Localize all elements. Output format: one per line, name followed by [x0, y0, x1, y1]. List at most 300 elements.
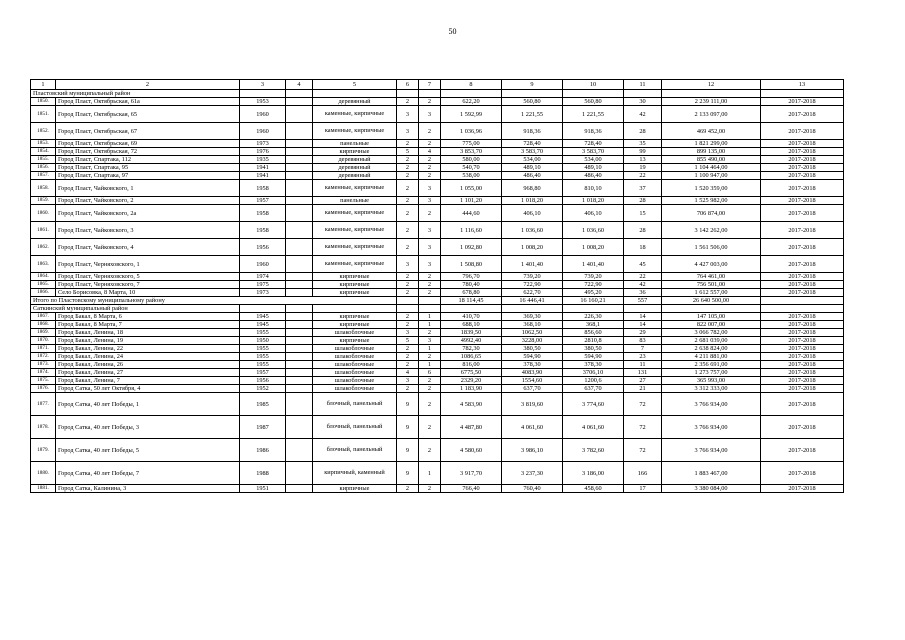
total-area: 622,20: [441, 98, 502, 106]
living-area-2: 3 774,60: [563, 393, 624, 416]
entrances: 2: [419, 98, 441, 106]
total-area: 540,70: [441, 164, 502, 172]
cost: 1 520 359,00: [662, 180, 761, 197]
row-number: 1863.: [31, 256, 56, 273]
floors: 3: [397, 256, 419, 273]
floors: 2: [397, 385, 419, 393]
year-built: 1955: [240, 361, 286, 369]
wall-material: деревянный: [313, 156, 397, 164]
total-area: 782,30: [441, 345, 502, 353]
section-title-row: [31, 305, 844, 313]
table-row: [31, 180, 844, 197]
col-4: [286, 393, 313, 416]
cost: 1 100 947,00: [662, 172, 761, 180]
wall-material: каменные, кирпичные: [313, 123, 397, 140]
wall-material: кирпичные: [313, 313, 397, 321]
entrances: 2: [419, 123, 441, 140]
address: Город Бакал, 8 Марта, 7: [56, 321, 240, 329]
living-area: 728,40: [502, 140, 563, 148]
cost: 3 312 333,00: [662, 385, 761, 393]
year-built: 1945: [240, 313, 286, 321]
col-4: [286, 148, 313, 156]
address: Город Пласт, Спартака, 112: [56, 156, 240, 164]
living-area-2: 406,10: [563, 205, 624, 222]
residents: 15: [624, 205, 662, 222]
entrances: 2: [419, 353, 441, 361]
row-number: 1855.: [31, 156, 56, 164]
address: Город Пласт, Чайковского, 3: [56, 222, 240, 239]
row-number: 1854.: [31, 148, 56, 156]
year-built: 1960: [240, 256, 286, 273]
entrances: 3: [419, 256, 441, 273]
entrances: 3: [419, 337, 441, 345]
living-area-2: 226,30: [563, 313, 624, 321]
living-area: 1 221,55: [502, 106, 563, 123]
empty-cell: [563, 90, 624, 98]
entrances: 2: [419, 416, 441, 439]
period: 2017-2018: [761, 377, 844, 385]
cost: 3 142 262,00: [662, 222, 761, 239]
floors: 2: [397, 164, 419, 172]
year-built: 1957: [240, 197, 286, 205]
period: 2017-2018: [761, 385, 844, 393]
year-built: 1952: [240, 385, 286, 393]
residents: 99: [624, 148, 662, 156]
living-area: 3 819,60: [502, 393, 563, 416]
living-area: 4083,90: [502, 369, 563, 377]
living-area-2: 560,80: [563, 98, 624, 106]
row-number: 1877.: [31, 393, 56, 416]
table-row: [31, 222, 844, 239]
living-area-2: 489,10: [563, 164, 624, 172]
period: 2017-2018: [761, 313, 844, 321]
table-row: [31, 321, 844, 329]
wall-material: шлакоблочные: [313, 329, 397, 337]
living-area-2: 856,60: [563, 329, 624, 337]
residents: 166: [624, 462, 662, 485]
living-area: 622,70: [502, 289, 563, 297]
table-row: [31, 197, 844, 205]
wall-material: шлакоблочные: [313, 377, 397, 385]
year-built: 1956: [240, 239, 286, 256]
empty-cell: [761, 297, 844, 305]
residents: 18: [624, 239, 662, 256]
wall-material: панельные: [313, 140, 397, 148]
year-built: 1941: [240, 164, 286, 172]
floors: 9: [397, 416, 419, 439]
period: 2017-2018: [761, 123, 844, 140]
year-built: 1941: [240, 172, 286, 180]
total-row: [31, 297, 844, 305]
living-area: 368,10: [502, 321, 563, 329]
living-area-2: 3 782,60: [563, 439, 624, 462]
address: Город Сатка, 40 лет Победы, 5: [56, 439, 240, 462]
address: Село Борисовка, 8 Марта, 10: [56, 289, 240, 297]
row-number: 1869.: [31, 329, 56, 337]
empty-cell: [240, 90, 286, 98]
empty-cell: [313, 305, 397, 313]
year-built: 1985: [240, 393, 286, 416]
year-built: 1976: [240, 148, 286, 156]
total-area: 1086,65: [441, 353, 502, 361]
period: 2017-2018: [761, 361, 844, 369]
table-row: [31, 98, 844, 106]
cost: 3 766 934,00: [662, 393, 761, 416]
residents: 72: [624, 416, 662, 439]
entrances: 2: [419, 172, 441, 180]
total-area: 410,70: [441, 313, 502, 321]
living-area: 406,10: [502, 205, 563, 222]
floors: 2: [397, 98, 419, 106]
residents: 30: [624, 98, 662, 106]
col-4: [286, 462, 313, 485]
row-number: 1881.: [31, 485, 56, 493]
header-cell: 9: [502, 80, 563, 90]
cost: 1 104 464,00: [662, 164, 761, 172]
residents: 17: [624, 485, 662, 493]
row-number: 1867.: [31, 313, 56, 321]
total-area: 678,80: [441, 289, 502, 297]
col-4: [286, 98, 313, 106]
total-area: 4 487,80: [441, 416, 502, 439]
residents: 7: [624, 345, 662, 353]
total-area: 1 092,80: [441, 239, 502, 256]
year-built: 1945: [240, 321, 286, 329]
empty-cell: [419, 305, 441, 313]
living-area: 534,00: [502, 156, 563, 164]
empty-cell: [419, 297, 441, 305]
row-number: 1880.: [31, 462, 56, 485]
address: Город Пласт, Чайковского, 1: [56, 180, 240, 197]
period: 2017-2018: [761, 329, 844, 337]
col-4: [286, 289, 313, 297]
header-cell: 8: [441, 80, 502, 90]
floors: 9: [397, 393, 419, 416]
total-area: 18 114,45: [441, 297, 502, 305]
cost: 855 490,00: [662, 156, 761, 164]
wall-material: деревянный: [313, 172, 397, 180]
living-area-2: 728,40: [563, 140, 624, 148]
year-built: 1957: [240, 369, 286, 377]
year-built: 1955: [240, 329, 286, 337]
living-area-2: 637,70: [563, 385, 624, 393]
cost: 365 993,00: [662, 377, 761, 385]
residents: 42: [624, 106, 662, 123]
table-row: [31, 273, 844, 281]
wall-material: блочный, панельный: [313, 439, 397, 462]
total-area: 816,00: [441, 361, 502, 369]
address: Город Пласт, Октябрьская, 61а: [56, 98, 240, 106]
empty-cell: [441, 90, 502, 98]
residents: 35: [624, 140, 662, 148]
wall-material: блочный, панельный: [313, 393, 397, 416]
empty-cell: [286, 90, 313, 98]
wall-material: каменные, кирпичные: [313, 256, 397, 273]
empty-cell: [286, 305, 313, 313]
address: Город Пласт, Октябрьская, 67: [56, 123, 240, 140]
total-area: 580,00: [441, 156, 502, 164]
wall-material: шлакоблочные: [313, 361, 397, 369]
address: Город Бакал, 8 Марта, 6: [56, 313, 240, 321]
floors: 2: [397, 289, 419, 297]
living-area: 1 401,40: [502, 256, 563, 273]
row-number: 1851.: [31, 106, 56, 123]
residents: 28: [624, 222, 662, 239]
period: 2017-2018: [761, 369, 844, 377]
col-4: [286, 361, 313, 369]
total-area: 1 055,00: [441, 180, 502, 197]
total-area: 444,60: [441, 205, 502, 222]
period: 2017-2018: [761, 172, 844, 180]
period: 2017-2018: [761, 321, 844, 329]
year-built: 1960: [240, 123, 286, 140]
cost: 1 273 757,00: [662, 369, 761, 377]
empty-cell: [624, 305, 662, 313]
entrances: 1: [419, 361, 441, 369]
floors: 3: [397, 329, 419, 337]
year-built: 1958: [240, 205, 286, 222]
living-area: 560,80: [502, 98, 563, 106]
period: 2017-2018: [761, 337, 844, 345]
floors: 5: [397, 148, 419, 156]
total-area: 1 508,80: [441, 256, 502, 273]
total-area: 1 036,96: [441, 123, 502, 140]
entrances: 2: [419, 164, 441, 172]
wall-material: кирпичный, каменный: [313, 462, 397, 485]
residents: 19: [624, 164, 662, 172]
wall-material: панельные: [313, 197, 397, 205]
year-built: 1960: [240, 106, 286, 123]
entrances: 2: [419, 281, 441, 289]
col-4: [286, 329, 313, 337]
col-4: [286, 222, 313, 239]
year-built: 1974: [240, 273, 286, 281]
period: 2017-2018: [761, 98, 844, 106]
residents: 36: [624, 289, 662, 297]
living-area: 594,90: [502, 353, 563, 361]
address: Город Бакал, Ленина, 26: [56, 361, 240, 369]
row-number: 1852.: [31, 123, 56, 140]
col-4: [286, 123, 313, 140]
living-area: 486,40: [502, 172, 563, 180]
address: Город Сатка, Калинина, 3: [56, 485, 240, 493]
living-area-2: 486,40: [563, 172, 624, 180]
table-row: [31, 172, 844, 180]
table-row: [31, 462, 844, 485]
wall-material: кирпичные: [313, 337, 397, 345]
floors: 2: [397, 222, 419, 239]
residents: 28: [624, 123, 662, 140]
entrances: 2: [419, 205, 441, 222]
living-area: 968,80: [502, 180, 563, 197]
floors: 3: [397, 123, 419, 140]
total-area: 766,40: [441, 485, 502, 493]
empty-cell: [563, 305, 624, 313]
living-area-2: 495,20: [563, 289, 624, 297]
wall-material: кирпичные: [313, 289, 397, 297]
living-area: 380,50: [502, 345, 563, 353]
header-cell: 7: [419, 80, 441, 90]
col-4: [286, 485, 313, 493]
header-cell: 6: [397, 80, 419, 90]
living-area: 16 446,41: [502, 297, 563, 305]
period: 2017-2018: [761, 197, 844, 205]
wall-material: каменные, кирпичные: [313, 239, 397, 256]
floors: 2: [397, 156, 419, 164]
col-4: [286, 385, 313, 393]
period: 2017-2018: [761, 462, 844, 485]
row-number: 1858.: [31, 180, 56, 197]
table-row: [31, 439, 844, 462]
entrances: 2: [419, 385, 441, 393]
residents: 37: [624, 180, 662, 197]
total-label: Итого по Пластовскому муниципальному району: [31, 297, 397, 305]
cost: 756 501,00: [662, 281, 761, 289]
col-4: [286, 321, 313, 329]
cost: 706 874,00: [662, 205, 761, 222]
empty-cell: [502, 305, 563, 313]
year-built: 1988: [240, 462, 286, 485]
living-area-2: 16 160,21: [563, 297, 624, 305]
address: Город Пласт, Спартака, 97: [56, 172, 240, 180]
empty-cell: [441, 305, 502, 313]
living-area-2: 378,30: [563, 361, 624, 369]
cost: 2 638 824,00: [662, 345, 761, 353]
table-row: [31, 385, 844, 393]
living-area: 722,90: [502, 281, 563, 289]
entrances: 2: [419, 289, 441, 297]
table-row: [31, 313, 844, 321]
row-number: 1873.: [31, 361, 56, 369]
empty-cell: [761, 305, 844, 313]
address: Город Бакал, Ленина, 19: [56, 337, 240, 345]
wall-material: кирпичные: [313, 485, 397, 493]
total-area: 780,40: [441, 281, 502, 289]
living-area-2: 1200,6: [563, 377, 624, 385]
total-area: 775,00: [441, 140, 502, 148]
floors: 2: [397, 313, 419, 321]
residents: 22: [624, 273, 662, 281]
table-row: [31, 337, 844, 345]
floors: 2: [397, 140, 419, 148]
period: 2017-2018: [761, 239, 844, 256]
empty-cell: [240, 305, 286, 313]
entrances: 2: [419, 393, 441, 416]
residents: 131: [624, 369, 662, 377]
wall-material: шлакоблочные: [313, 369, 397, 377]
col-4: [286, 345, 313, 353]
floors: 2: [397, 172, 419, 180]
residents: 42: [624, 281, 662, 289]
residents: 72: [624, 393, 662, 416]
wall-material: шлакоблочные: [313, 345, 397, 353]
row-number: 1856.: [31, 164, 56, 172]
living-area-2: 458,60: [563, 485, 624, 493]
table-row: [31, 329, 844, 337]
table-row: [31, 361, 844, 369]
year-built: 1987: [240, 416, 286, 439]
entrances: 1: [419, 462, 441, 485]
col-4: [286, 239, 313, 256]
wall-material: каменные, кирпичные: [313, 106, 397, 123]
entrances: 1: [419, 313, 441, 321]
floors: 2: [397, 321, 419, 329]
residents: 21: [624, 385, 662, 393]
year-built: 1950: [240, 337, 286, 345]
col-4: [286, 281, 313, 289]
floors: 2: [397, 361, 419, 369]
empty-cell: [502, 90, 563, 98]
cost: 3 380 084,00: [662, 485, 761, 493]
wall-material: каменные, кирпичные: [313, 180, 397, 197]
cost: 2 239 111,00: [662, 98, 761, 106]
total-area: 1 592,99: [441, 106, 502, 123]
header-cell: 3: [240, 80, 286, 90]
cost: 899 135,00: [662, 148, 761, 156]
cost: 1 821 299,00: [662, 140, 761, 148]
living-area: 1 008,20: [502, 239, 563, 256]
header-cell: 4: [286, 80, 313, 90]
table-row: [31, 345, 844, 353]
row-number: 1861.: [31, 222, 56, 239]
row-number: 1872.: [31, 353, 56, 361]
living-area: 378,30: [502, 361, 563, 369]
col-4: [286, 164, 313, 172]
table-row: [31, 123, 844, 140]
table-row: [31, 239, 844, 256]
residents: 29: [624, 329, 662, 337]
total-area: 6775,50: [441, 369, 502, 377]
living-area-2: 368,1: [563, 321, 624, 329]
wall-material: шлакоблочные: [313, 353, 397, 361]
entrances: 3: [419, 106, 441, 123]
table-row: [31, 256, 844, 273]
entrances: 2: [419, 377, 441, 385]
floors: 3: [397, 377, 419, 385]
table-row: [31, 106, 844, 123]
entrances: 6: [419, 369, 441, 377]
row-number: 1875.: [31, 377, 56, 385]
period: 2017-2018: [761, 148, 844, 156]
table-row: [31, 353, 844, 361]
cost: 1 612 557,00: [662, 289, 761, 297]
cost: 3 066 782,00: [662, 329, 761, 337]
residents: 557: [624, 297, 662, 305]
col-4: [286, 337, 313, 345]
period: 2017-2018: [761, 106, 844, 123]
total-area: 3 917,70: [441, 462, 502, 485]
empty-cell: [662, 90, 761, 98]
wall-material: блочный, панельный: [313, 416, 397, 439]
floors: 3: [397, 106, 419, 123]
row-number: 1857.: [31, 172, 56, 180]
address: Город Пласт, Спартака, 95: [56, 164, 240, 172]
cost: 2 356 691,00: [662, 361, 761, 369]
section-title: Пластовский муниципальный район: [31, 90, 240, 98]
living-area: 489,10: [502, 164, 563, 172]
living-area: 369,30: [502, 313, 563, 321]
wall-material: деревянный: [313, 164, 397, 172]
year-built: 1955: [240, 345, 286, 353]
cost: 822 007,00: [662, 321, 761, 329]
floors: 9: [397, 439, 419, 462]
cost: 147 105,00: [662, 313, 761, 321]
period: 2017-2018: [761, 164, 844, 172]
total-area: 3 853,70: [441, 148, 502, 156]
col-4: [286, 439, 313, 462]
cost: 3 766 934,00: [662, 439, 761, 462]
living-area: 1 036,60: [502, 222, 563, 239]
